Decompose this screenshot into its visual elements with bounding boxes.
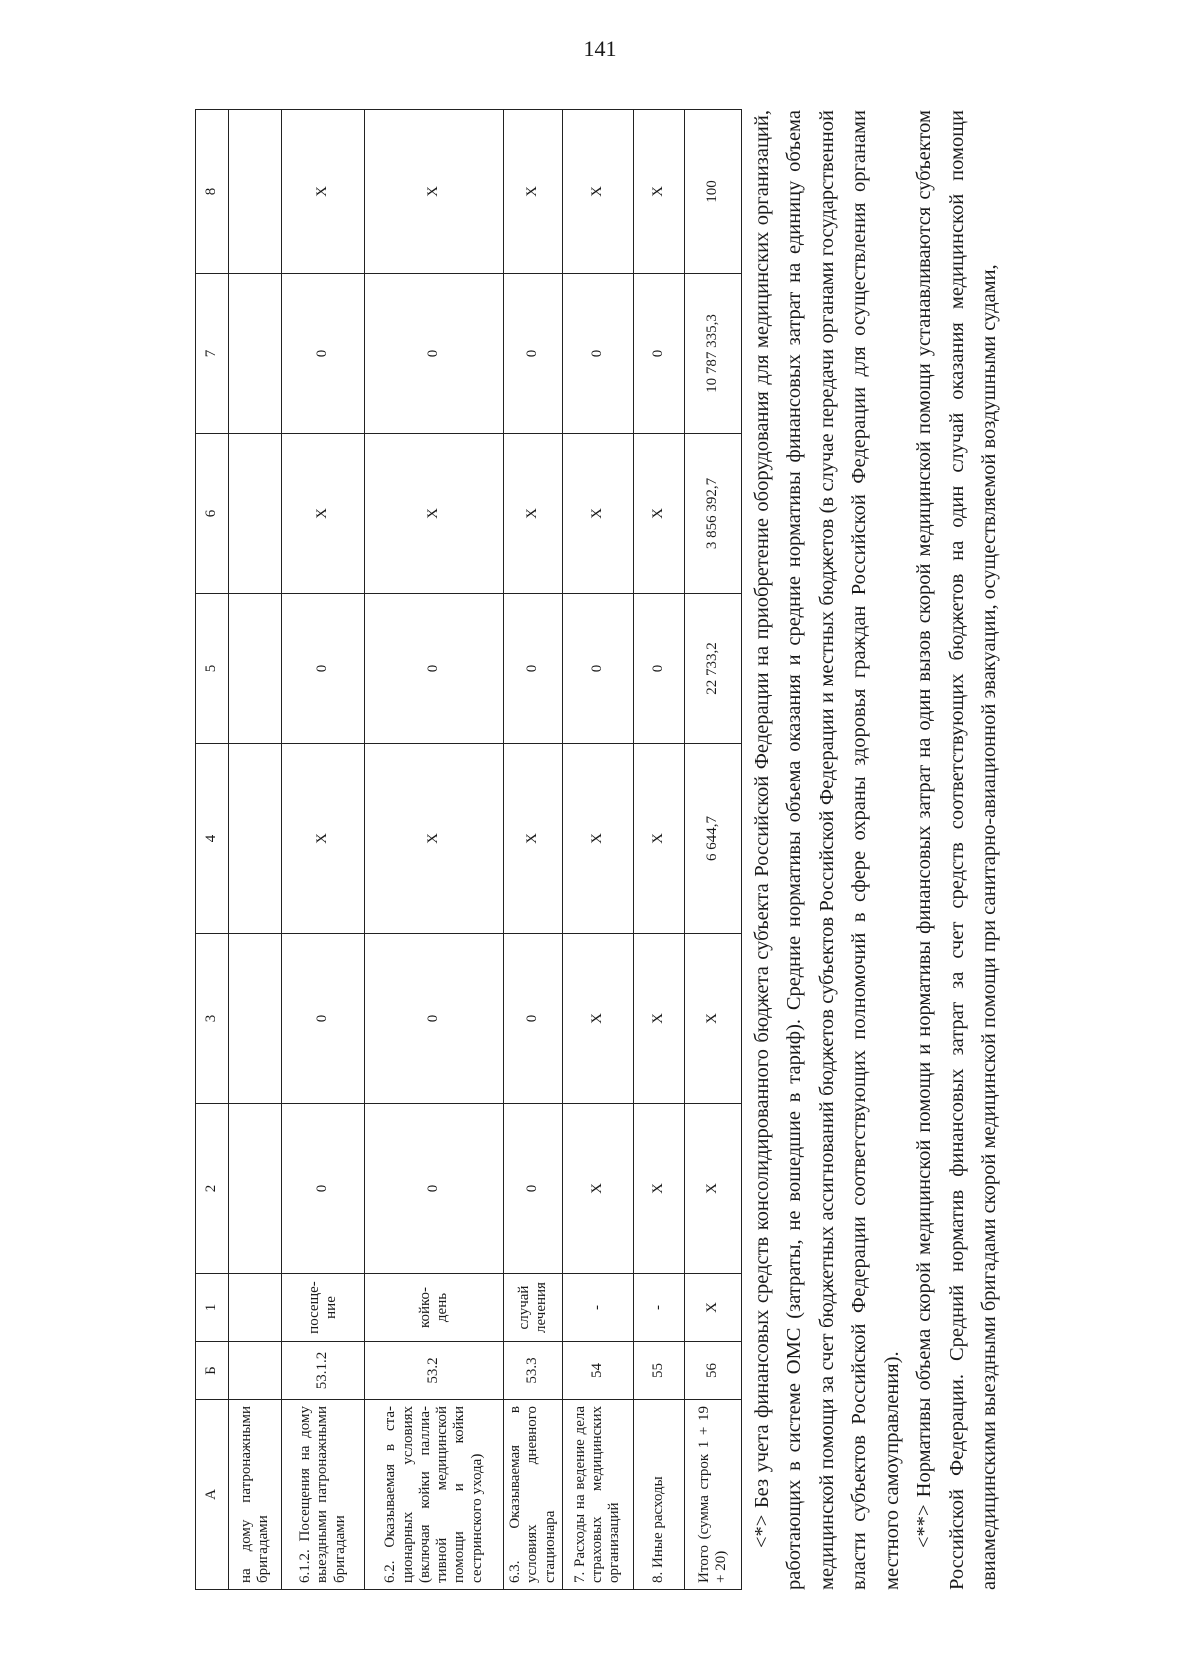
page-number: 141 <box>583 36 617 61</box>
column-header: Б <box>196 1342 229 1400</box>
table-cell <box>229 934 282 1104</box>
table-cell: 0 <box>562 274 633 434</box>
table-cell: X <box>282 744 365 934</box>
table-cell: X <box>684 1104 741 1274</box>
table-cell <box>229 744 282 934</box>
row-label-cell: на дому патронажными бригадами <box>229 1400 282 1590</box>
table-cell: X <box>684 934 741 1104</box>
table-cell: X <box>365 434 504 594</box>
table-row <box>504 110 563 1590</box>
table-cell: 0 <box>282 594 365 744</box>
table-cell: 53.2 <box>365 1342 504 1400</box>
table-cell: 55 <box>633 1342 684 1400</box>
table-cell: 0 <box>504 1104 563 1274</box>
row-label-cell: 6.2. Оказываемая в ста-ционарных условиях (включая койки паллиа-тивной медицинской помощи и койки сестринского ухода) <box>365 1400 504 1590</box>
column-header: 5 <box>196 594 229 744</box>
table-cell: X <box>562 744 633 934</box>
table-cell: 0 <box>633 274 684 434</box>
table-cell: 10 787 335,3 <box>684 274 741 434</box>
table-header-row <box>196 110 229 1590</box>
footnotes <box>746 110 1006 1590</box>
table-cell: 0 <box>504 274 563 434</box>
table-cell: 3 856 392,7 <box>684 434 741 594</box>
table-cell: 54 <box>562 1342 633 1400</box>
table-cell: X <box>282 110 365 274</box>
table-row <box>282 110 365 1590</box>
table-cell: X <box>562 110 633 274</box>
table-cell: 0 <box>282 1104 365 1274</box>
table-row <box>684 110 741 1590</box>
table-cell: 0 <box>282 934 365 1104</box>
column-header: 3 <box>196 934 229 1104</box>
table-row <box>562 110 633 1590</box>
column-header: 4 <box>196 744 229 934</box>
table-cell: X <box>504 434 563 594</box>
table-cell: 0 <box>282 274 365 434</box>
table-cell: посеще-ние <box>282 1274 365 1342</box>
table-cell: 0 <box>365 594 504 744</box>
table-row <box>365 110 504 1590</box>
column-header: 7 <box>196 274 229 434</box>
table-cell: X <box>684 1274 741 1342</box>
table-cell: X <box>562 434 633 594</box>
table-cell <box>229 110 282 274</box>
row-label-cell: 8. Иные расходы <box>633 1400 684 1590</box>
table-cell: 53.1.2 <box>282 1342 365 1400</box>
table-cell: 0 <box>365 1104 504 1274</box>
table-cell <box>229 1342 282 1400</box>
table-cell: - <box>562 1274 633 1342</box>
row-label-cell: 6.1.2. Посещения на дому выездными патронажными бригадами <box>282 1400 365 1590</box>
table-cell: X <box>633 434 684 594</box>
table-cell: 0 <box>562 594 633 744</box>
table-cell: X <box>365 110 504 274</box>
table-cell <box>229 1274 282 1342</box>
table-cell: 6 644,7 <box>684 744 741 934</box>
row-label-cell: Итого (сумма строк 1 + 19 + 20) <box>684 1400 741 1590</box>
table-cell: X <box>562 1104 633 1274</box>
table-cell: X <box>633 110 684 274</box>
table-cell: 22 733,2 <box>684 594 741 744</box>
table-cell: 0 <box>504 934 563 1104</box>
table-cell: X <box>504 744 563 934</box>
table-cell <box>229 434 282 594</box>
table-cell: 100 <box>684 110 741 274</box>
row-label-cell: 6.3. Оказываемая в условиях дневного стационара <box>504 1400 563 1590</box>
footnote-2: <**> Нормативы объема скорой медицинской помощи и нормативы финансовых затрат на один вызов скорой медицинской помощи устанавливаются субъектом Российской Федерации. Средний норматив финансовых затрат за счет средств соответствующих бюджетов на один случай оказания медицинской помощи авиамедицинскими выездными бригадами скорой медицинской помощи при санитарно-авиационной эвакуации, осуществляемой воздушными судами, <box>913 110 1001 1590</box>
rotated-page-content <box>195 110 1095 1590</box>
table-cell: койко-день <box>365 1274 504 1342</box>
table-cell: 0 <box>365 274 504 434</box>
table-cell: 0 <box>633 594 684 744</box>
table-cell: 0 <box>504 594 563 744</box>
table-cell: 0 <box>365 934 504 1104</box>
table-cell <box>229 1104 282 1274</box>
column-header: 1 <box>196 1274 229 1342</box>
footnote-1: <*> Без учета финансовых средств консолидированного бюджета субъекта Российской Федерации на приобретение оборудования для медицинских организаций, работающих в системе ОМС (затраты, не вошедшие в тариф). Средние нормативы объема оказания и средние нормативы финансовых затрат на единицу объема медицинской помощи за счет бюджетных ассигнований бюджетов субъектов Российской Федерации и местных бюджетов (в случае передачи органами государственной власти субъектов Российской Федерации соответствующих полномочий в сфере охраны здоровья граждан Российской Федерации для осуществления органами местного самоуправления). <box>750 110 903 1590</box>
table-cell: X <box>504 110 563 274</box>
table-cell: X <box>562 934 633 1104</box>
table-cell: - <box>633 1274 684 1342</box>
row-label-cell: 7. Расходы на ведение дела страховых медицинских организаций <box>562 1400 633 1590</box>
table-cell: X <box>633 934 684 1104</box>
table-cell: X <box>365 744 504 934</box>
table-cell: X <box>282 434 365 594</box>
financing-table <box>195 109 742 1590</box>
table-cell: случай лечения <box>504 1274 563 1342</box>
column-header: 8 <box>196 110 229 274</box>
table-row <box>229 110 282 1590</box>
column-header: 2 <box>196 1104 229 1274</box>
column-header: 6 <box>196 434 229 594</box>
table-cell: 56 <box>684 1342 741 1400</box>
table-cell: 53.3 <box>504 1342 563 1400</box>
column-header: А <box>196 1400 229 1590</box>
table-row <box>633 110 684 1590</box>
table-cell: X <box>633 744 684 934</box>
table-cell <box>229 594 282 744</box>
table-cell: X <box>633 1104 684 1274</box>
table-cell <box>229 274 282 434</box>
